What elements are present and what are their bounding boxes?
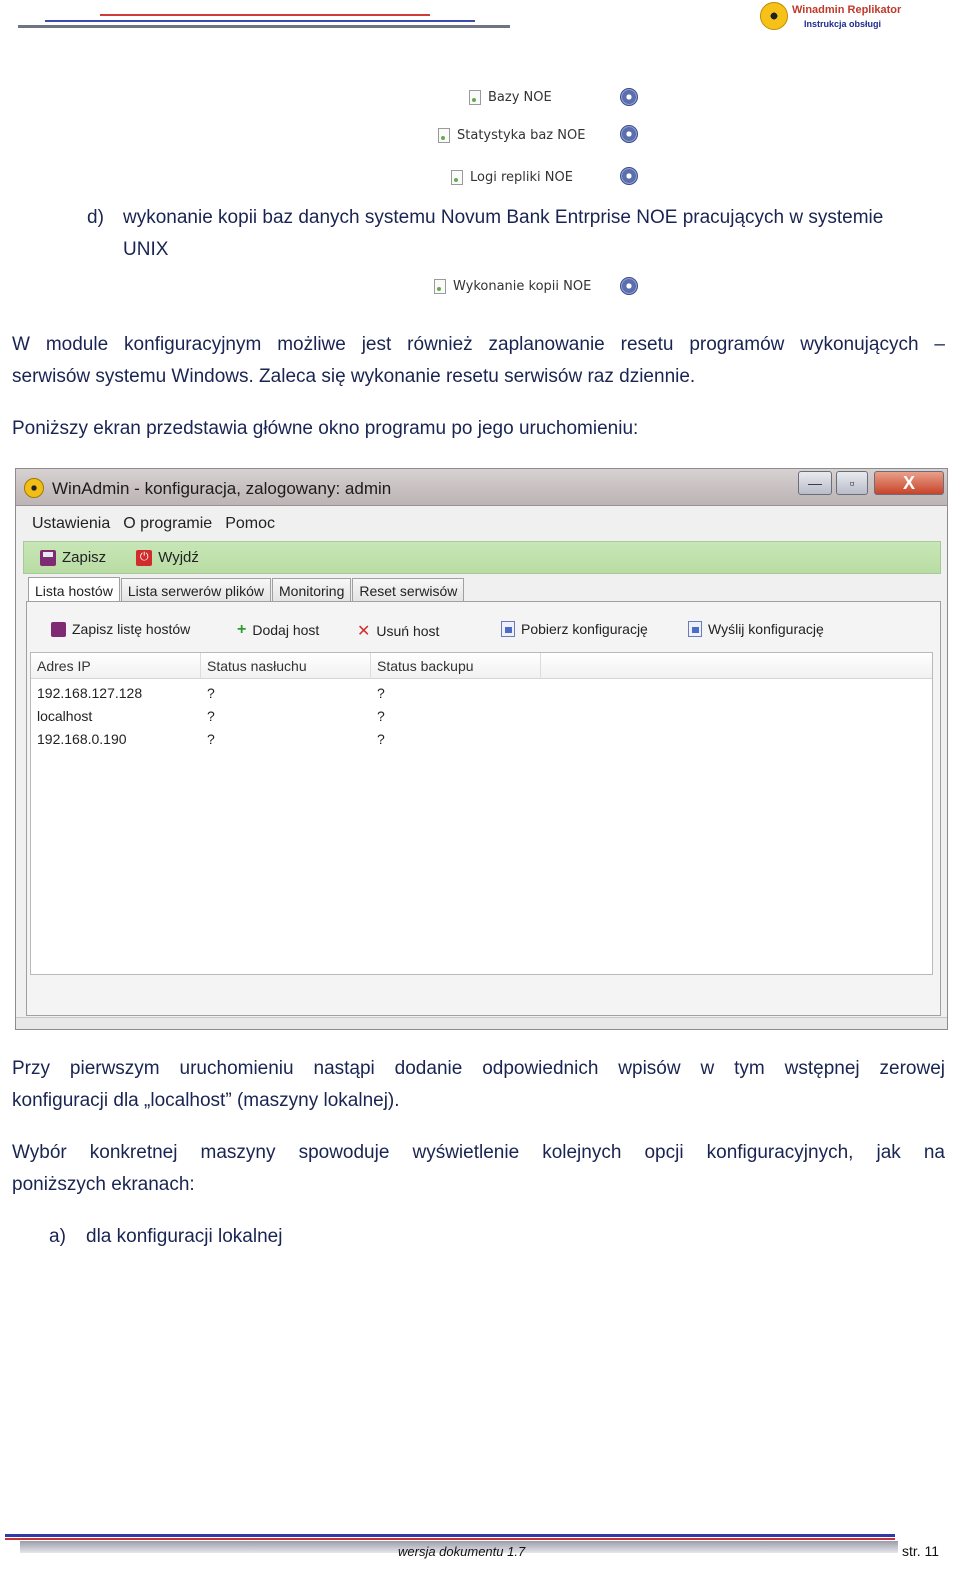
paragraph-line: poniższych ekranach: — [12, 1174, 195, 1195]
menu-o-programie[interactable]: O programie — [123, 515, 213, 532]
add-host-label: Dodaj host — [252, 622, 320, 638]
header-accent-line — [100, 14, 430, 16]
send-config-label: Wyślij konfigurację — [708, 621, 824, 637]
entry-bazy-noe — [469, 87, 552, 107]
table-row[interactable] — [31, 728, 932, 751]
entry-wykonanie-kopii — [434, 276, 591, 296]
entry-label: Bazy NOE — [488, 89, 552, 105]
table-row[interactable] — [31, 705, 932, 728]
list-marker: a) — [49, 1226, 66, 1247]
window-titlebar — [16, 469, 947, 506]
remove-host-button[interactable] — [357, 621, 439, 641]
tab-panel — [26, 601, 941, 1016]
document-icon — [434, 279, 446, 294]
get-config-button[interactable] — [501, 621, 648, 637]
tab-reset-serwisow[interactable]: Reset serwisów — [352, 578, 464, 602]
radiation-logo-icon — [760, 2, 788, 30]
send-config-button[interactable] — [688, 621, 824, 637]
get-config-label: Pobierz konfigurację — [521, 621, 648, 637]
floppy-disk-icon — [51, 622, 66, 637]
list-item-text: wykonanie kopii baz danych systemu Novum Bank Entrprise NOE pracujących w systemie — [123, 207, 884, 228]
save-hosts-label: Zapisz listę hostów — [72, 621, 191, 637]
add-host-button[interactable] — [237, 621, 319, 639]
cell-backup-status: ? — [377, 708, 385, 724]
column-header-listen-status[interactable]: Status nasłuchu — [201, 653, 371, 679]
cell-backup-status: ? — [377, 685, 385, 701]
document-icon — [451, 170, 463, 185]
page-number: str. 11 — [902, 1543, 940, 1559]
menu-pomoc[interactable]: Pomoc — [225, 515, 275, 532]
save-label: Zapisz — [62, 549, 107, 566]
app-window — [15, 468, 948, 1030]
table-row[interactable] — [31, 682, 932, 705]
entry-label: Logi repliki NOE — [470, 169, 573, 185]
table-header — [31, 653, 932, 679]
tab-strip — [28, 576, 465, 602]
paragraph-line: serwisów systemu Windows. Zaleca się wykonanie resetu serwisów raz dziennie. — [12, 366, 696, 387]
menu-ustawienia[interactable]: Ustawienia — [32, 515, 111, 532]
paragraph-line: konfiguracji dla „localhost” (maszyny lokalnej). — [12, 1090, 400, 1111]
maximize-button[interactable]: ▫ — [836, 471, 868, 495]
entry-logi — [451, 167, 573, 187]
header-accent-line — [45, 20, 475, 22]
floppy-disk-icon — [40, 550, 56, 566]
document-icon — [469, 90, 481, 105]
entry-statystyka — [438, 125, 585, 145]
app-icon — [24, 478, 44, 498]
footer-accent-line — [5, 1534, 895, 1537]
exit-button[interactable] — [136, 549, 199, 566]
brand-subtitle: Instrukcja obsługi — [804, 19, 882, 29]
hosts-table — [30, 652, 933, 975]
list-item-text: dla konfiguracji lokalnej — [86, 1226, 283, 1247]
cell-listen-status: ? — [207, 685, 215, 701]
minimize-button[interactable]: — — [798, 471, 832, 495]
entry-label: Wykonanie kopii NOE — [453, 278, 592, 294]
document-icon — [438, 128, 450, 143]
entry-label: Statystyka baz NOE — [457, 127, 586, 143]
gear-icon — [620, 88, 638, 106]
plus-icon: + — [237, 621, 247, 638]
header-accent-line — [18, 25, 510, 28]
cross-icon: ✕ — [357, 623, 371, 640]
power-icon: ⏻ — [136, 550, 152, 566]
remove-host-label: Usuń host — [376, 623, 440, 639]
cell-ip: localhost — [37, 708, 93, 724]
tab-lista-hostow[interactable]: Lista hostów — [28, 577, 120, 603]
cell-backup-status: ? — [377, 731, 385, 747]
column-header-ip[interactable]: Adres IP — [31, 653, 201, 679]
gear-icon — [620, 167, 638, 185]
status-bar — [16, 1017, 947, 1029]
panel-toolbar — [27, 616, 940, 644]
exit-label: Wyjdź — [158, 549, 199, 566]
list-item-text: UNIX — [123, 239, 169, 260]
brand-title: Winadmin Replikator — [792, 4, 902, 16]
gear-icon — [620, 277, 638, 295]
cell-ip: 192.168.0.190 — [37, 731, 127, 747]
tab-lista-serwerow-plikow[interactable]: Lista serwerów plików — [121, 578, 271, 602]
paragraph-line: W module konfiguracyjnym możliwe jest również zaplanowanie resetu programów wykonujących – — [12, 334, 945, 355]
main-toolbar — [23, 541, 941, 574]
paragraph-line: Wybór konkretnej maszyny spowoduje wyświetlenie kolejnych opcji konfiguracyjnych, jak na — [12, 1142, 945, 1163]
paragraph-intro: Poniższy ekran przedstawia główne okno programu po jego uruchomieniu: — [12, 418, 639, 439]
paragraph-line: Przy pierwszym uruchomieniu nastąpi dodanie odpowiednich wpisów w tym wstępnej zerowej — [12, 1058, 945, 1079]
upload-config-icon — [688, 621, 702, 637]
tab-monitoring[interactable]: Monitoring — [272, 578, 351, 602]
download-config-icon — [501, 621, 515, 637]
gear-icon — [620, 125, 638, 143]
save-button[interactable] — [40, 549, 106, 566]
cell-ip: 192.168.127.128 — [37, 685, 143, 701]
cell-listen-status: ? — [207, 731, 215, 747]
cell-listen-status: ? — [207, 708, 215, 724]
window-title: WinAdmin - konfiguracja, zalogowany: admin — [52, 479, 392, 498]
document-version: wersja dokumentu 1.7 — [398, 1544, 526, 1559]
list-marker: d) — [87, 207, 104, 228]
close-button[interactable]: X — [874, 471, 944, 495]
save-hosts-button[interactable] — [51, 621, 190, 637]
column-header-backup-status[interactable]: Status backupu — [371, 653, 541, 679]
footer-accent-line — [5, 1538, 895, 1540]
menu-bar — [19, 507, 944, 541]
